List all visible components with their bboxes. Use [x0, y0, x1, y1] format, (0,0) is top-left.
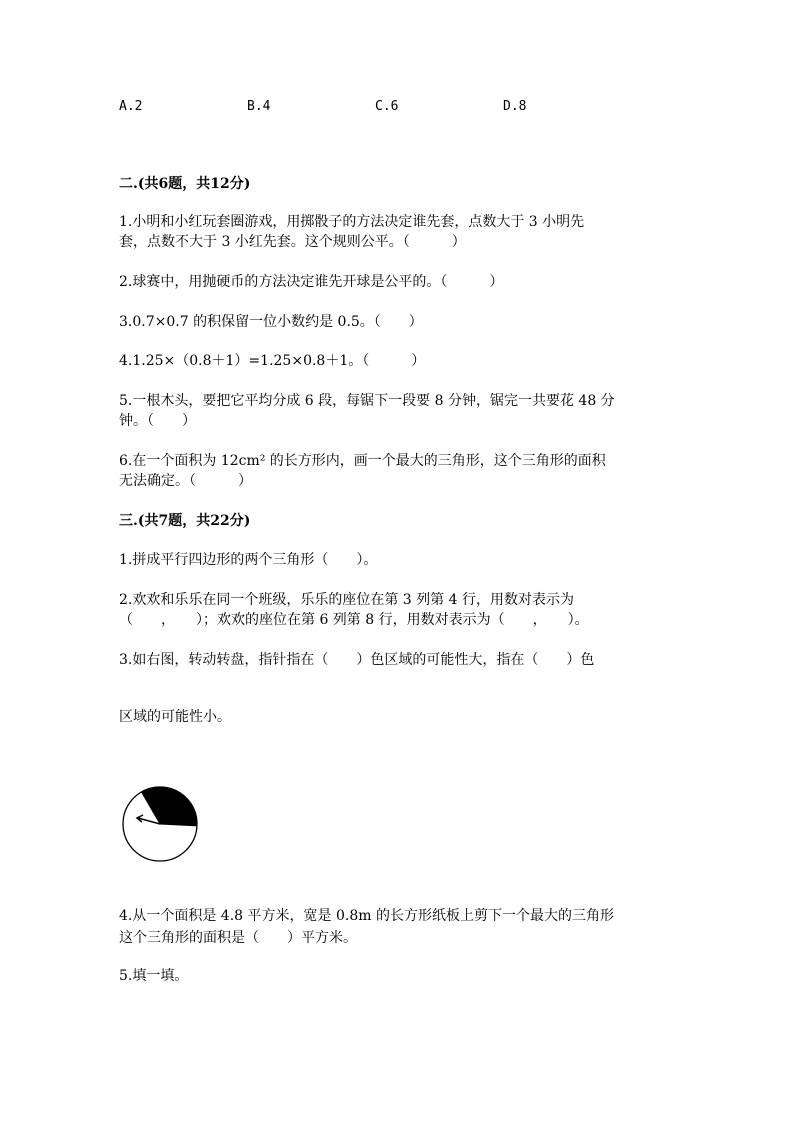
s2-question-6-line-1: 6.在一个面积为 12cm² 的长方形内，画一个最大的三角形，这个三角形的面积 — [119, 453, 606, 469]
s3-question-2-line-1: 2.欢欢和乐乐在同一个班级，乐乐的座位在第 3 列第 4 行，用数对表示为 — [119, 592, 574, 608]
option-a: A.2 — [119, 99, 143, 114]
s2-question-3: 3.0.7×0.7 的积保留一位小数约是 0.5。（ ） — [119, 314, 423, 330]
s2-question-5-line-2: 钟。（ ） — [119, 413, 196, 429]
s3-question-5: 5.填一填。 — [119, 968, 189, 984]
option-d: D.8 — [503, 99, 527, 114]
s3-question-2-line-2: （ ， ）；欢欢的座位在第 6 列第 8 行，用数对表示为（ ， ）。 — [119, 612, 589, 628]
s2-question-6-line-2: 无法确定。（ ） — [119, 473, 252, 489]
section-2-heading: 二.(共6题，共12分) — [119, 176, 251, 192]
s2-question-5-line-1: 5.一根木头，要把它平均分成 6 段，每锯下一段要 8 分钟，锯完一共要花 48 分 — [119, 393, 615, 409]
s3-question-3-line-2: 区域的可能性小。 — [119, 709, 231, 725]
spinner-figure — [121, 785, 201, 865]
s3-question-1: 1.拼成平行四边形的两个三角形（ ）。 — [119, 552, 378, 568]
s2-question-1-line-1: 1.小明和小红玩套圈游戏，用掷骰子的方法决定谁先套，点数大于 3 小明先 — [119, 214, 585, 230]
s2-question-4: 4.1.25×（0.8＋1）=1.25×0.8＋1。（ ） — [119, 353, 426, 369]
s3-question-4-line-1: 4.从一个面积是 4.8 平方米，宽是 0.8m 的长方形纸板上剪下一个最大的三角形 — [119, 908, 614, 924]
option-b: B.4 — [247, 99, 271, 114]
s2-question-2: 2.球赛中，用抛硬币的方法决定谁先开球是公平的。（ ） — [119, 274, 504, 290]
s2-question-1-line-2: 套，点数不大于 3 小红先套。这个规则公平。（ ） — [119, 234, 466, 250]
option-c: C.6 — [375, 99, 399, 114]
s3-question-4-line-2: 这个三角形的面积是（ ）平方米。 — [119, 930, 357, 946]
section-3-heading: 三.(共7题，共22分) — [119, 513, 251, 529]
s3-question-3-line-1: 3.如右图，转动转盘，指针指在（ ）色区域的可能性大，指在（ ）色 — [119, 652, 595, 668]
